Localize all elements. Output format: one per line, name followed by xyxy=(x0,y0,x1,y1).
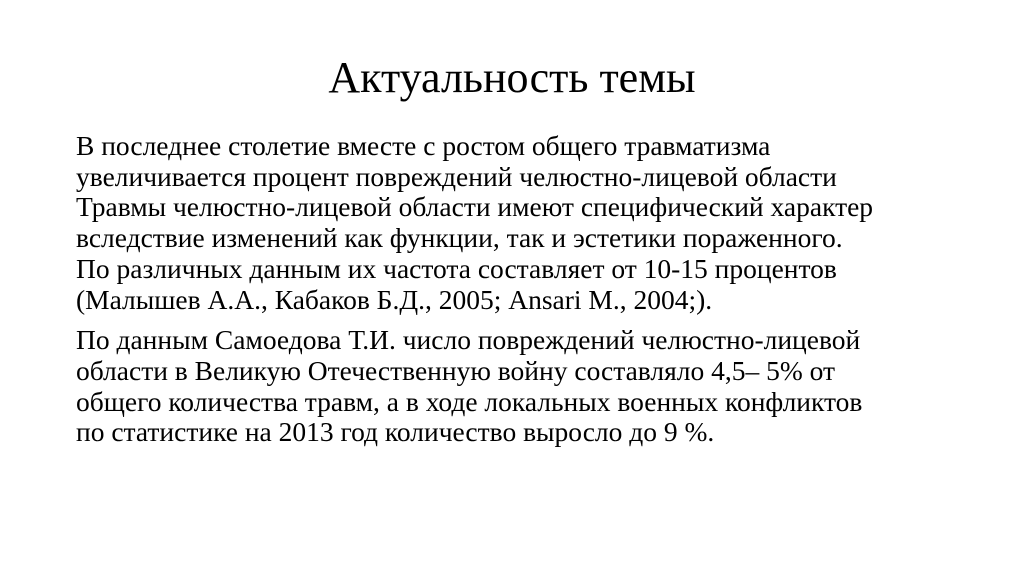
text-line: Травмы челюстно-лицевой области имеют специфический характер xyxy=(76,191,874,223)
text-line: по статистике на 2013 год количество выросло до 9 %. xyxy=(76,416,715,448)
slide-title: Актуальность темы xyxy=(328,53,696,102)
text-line: общего количества травм, а в ходе локальных военных конфликтов xyxy=(76,385,863,417)
text-line: По различных данным их частота составляет от 10-15 процентов xyxy=(76,252,837,284)
text-line: По данным Самоедова Т.И. число повреждений челюстно-лицевой xyxy=(76,324,861,356)
slide-body xyxy=(76,131,976,448)
text-line: (Малышев А.А., Кабаков Б.Д., 2005; Ansari M., 2004;). xyxy=(76,283,713,315)
text-line: вследствие изменений как функции, так и эстетики пораженного. xyxy=(76,222,843,254)
text-line: области в Великую Отечественную войну составляло 4,5– 5% от xyxy=(76,354,836,386)
paragraph-1 xyxy=(76,131,976,315)
text-line: В последнее столетие вместе с ростом общего травматизма xyxy=(76,130,771,161)
paragraph-2 xyxy=(76,325,976,448)
text-line: увеличивается процент повреждений челюстно-лицевой области xyxy=(76,160,837,192)
